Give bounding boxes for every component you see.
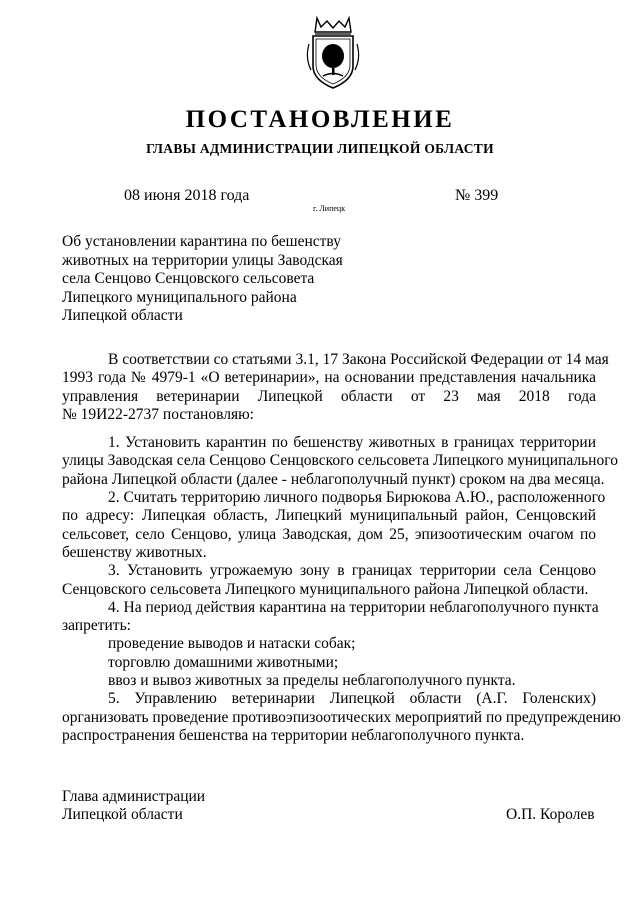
preamble-line: 1993 года № 4979-1 «О ветеринарии», на основании представления начальника: [62, 369, 596, 387]
subject-line: Об установлении карантина по бешенству: [62, 233, 341, 250]
prohibition-item: ввоз и вывоз животных за пределы неблагополучного пункта.: [108, 672, 516, 690]
paragraph-2: [62, 489, 606, 562]
prohibition-item: торговлю домашними животными;: [108, 653, 339, 671]
paragraph-line: 5. Управлению ветеринарии Липецкой области (А.Г. Голенских): [108, 690, 596, 708]
document-subject: [62, 233, 343, 326]
paragraph-5: [62, 690, 621, 745]
paragraph-line: распространения бешенства на территории неблагополучного пункта.: [62, 726, 525, 744]
paragraph-line: запретить:: [62, 617, 131, 635]
document-title: ПОСТАНОВЛЕНИЕ: [185, 106, 455, 133]
paragraph-line: 2. Считать территорию личного подворья Бирюкова А.Ю., расположенного: [108, 489, 606, 507]
subject-line: Липецкой области: [62, 307, 183, 325]
document-body: [62, 351, 621, 745]
subject-line: Липецкого муниципального района: [62, 288, 297, 306]
paragraph-line: улицы Заводская села Сенцово Сенцовского сельсовета Липецкого муниципального: [62, 452, 618, 470]
signature-position: Глава администрации: [62, 788, 206, 805]
document-number: № 399: [455, 187, 499, 204]
prohibition-item: проведение выводов и натаски собак;: [108, 635, 356, 653]
paragraph-line: 1. Установить карантин по бешенству животных в границах территории: [108, 434, 596, 452]
preamble-line: В соответствии со статьями 3.1, 17 Закона Российской Федерации от 14 мая: [108, 351, 609, 368]
subject-line: села Сенцово Сенцовского сельсовета: [62, 270, 315, 288]
paragraph-line: района Липецкой области (далее - неблагополучный пункт) сроком на два месяца.: [62, 470, 605, 488]
paragraph-1: [62, 434, 618, 489]
paragraph-line: 4. На период действия карантина на территории неблагополучного пункта: [108, 598, 599, 616]
coat-of-arms-icon: [303, 14, 363, 92]
document-subtitle: ГЛАВЫ АДМИНИСТРАЦИИ ЛИПЕЦКОЙ ОБЛАСТИ: [146, 141, 494, 156]
preamble-line: управления ветеринарии Липецкой области от 23 мая 2018 года: [62, 387, 596, 405]
preamble: [62, 351, 609, 424]
paragraph-line: по адресу: Липецкая область, Липецкий муниципальный район, Сенцовский: [62, 507, 596, 525]
document-date: 08 июня 2018 года: [124, 187, 250, 204]
paragraph-4: [62, 598, 599, 690]
signatory-name: О.П. Королев: [506, 806, 595, 823]
paragraph-line: бешенству животных.: [62, 543, 207, 561]
paragraph-line: 3. Установить угрожаемую зону в границах территории села Сенцово: [108, 562, 596, 580]
document-city: г. Липецк: [313, 204, 346, 213]
signature-position: Липецкой области: [62, 806, 183, 823]
paragraph-line: сельсовет, село Сенцово, улица Заводская, дом 25, эпизоотическим очагом по: [62, 525, 596, 543]
paragraph-line: организовать проведение противоэпизоотических мероприятий по предупреждению: [62, 708, 621, 726]
subject-line: животных на территории улицы Заводская: [62, 251, 343, 269]
paragraph-line: Сенцовского сельсовета Липецкого муниципального района Липецкой области.: [62, 580, 589, 598]
paragraph-3: [62, 562, 596, 599]
preamble-line: № 19И22-2737 постановляю:: [62, 405, 254, 423]
